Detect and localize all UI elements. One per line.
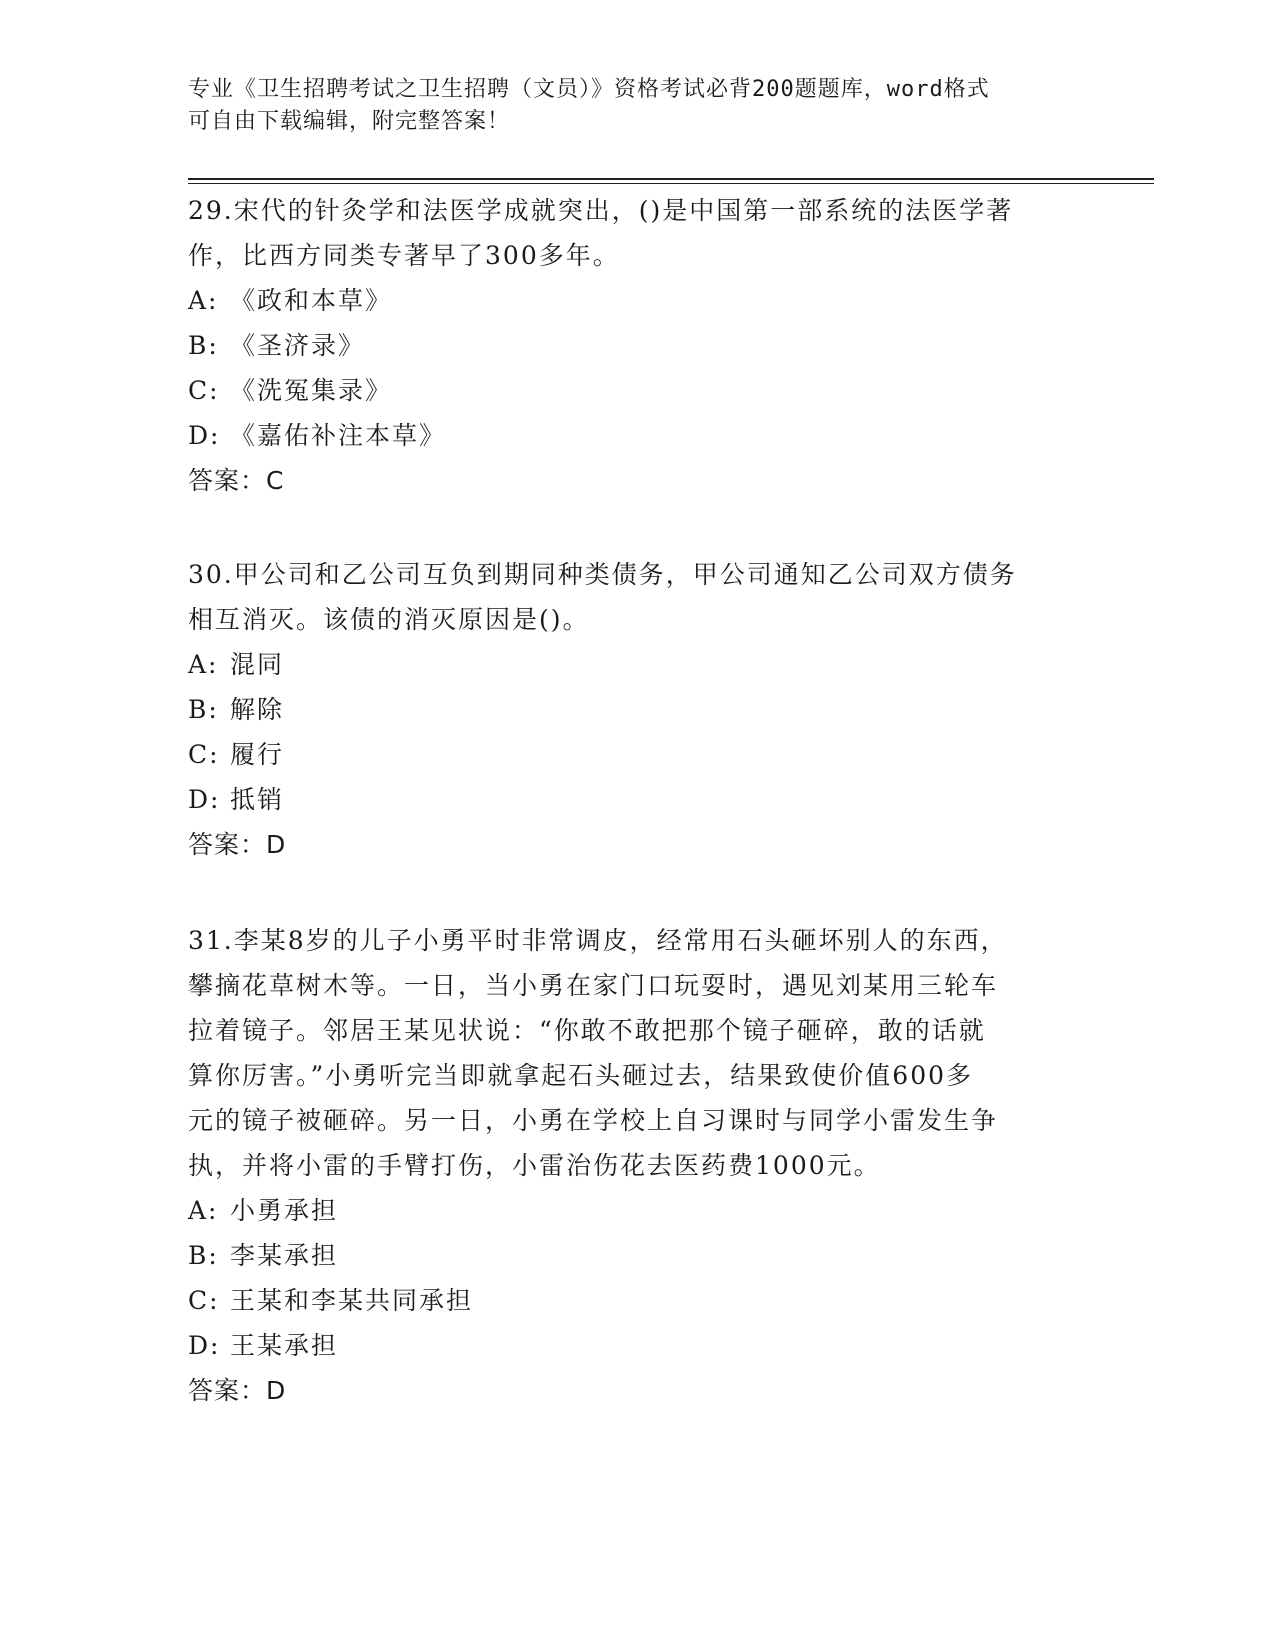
question-stem-line: 29.宋代的针灸学和法医学成就突出，()是中国第一部系统的法医学著 [188, 196, 1014, 225]
option-b [188, 1233, 1088, 1278]
question-30 [188, 552, 1088, 867]
option-key: B: [188, 695, 219, 724]
answer-line: 答案：D [188, 830, 287, 859]
option-key: C: [188, 376, 220, 405]
question-stem-line: 元的镜子被砸碎。另一日，小勇在学校上自习课时与同学小雷发生争 [188, 1106, 999, 1135]
option-b [188, 323, 1088, 368]
option-key: C: [188, 1286, 220, 1315]
answer-line: 答案：D [188, 1376, 287, 1405]
option-text: 王某承担 [230, 1331, 339, 1360]
question-stem-line: 相互消灭。该债的消灭原因是()。 [188, 605, 590, 634]
question-31 [188, 918, 1088, 1413]
option-key: D: [188, 785, 221, 814]
option-key: B: [188, 1241, 219, 1270]
option-text: 履行 [230, 740, 285, 769]
option-a [188, 1188, 1088, 1233]
option-text: 《嘉佑补注本草》 [230, 421, 447, 450]
question-stem-line: 算你厉害。”小勇听完当即就拿起石头砸过去，结果致使价值600多 [188, 1061, 974, 1090]
question-stem-line: 拉着镜子。邻居王某见状说：“你敢不敢把那个镜子砸碎，敢的话就 [188, 1016, 986, 1045]
header-line-1: 专业《卫生招聘考试之卫生招聘（文员）》资格考试必背200题题库，word格式 [188, 77, 990, 102]
option-d [188, 1323, 1088, 1368]
option-a [188, 642, 1088, 687]
answer-line: 答案：C [188, 466, 285, 495]
option-key: D: [188, 1331, 221, 1360]
document-header [188, 74, 1088, 138]
question-stem-line: 执，并将小雷的手臂打伤，小雷治伤花去医药费1000元。 [188, 1151, 881, 1180]
header-line-2: 可自由下载编辑，附完整答案！ [188, 109, 511, 134]
question-stem-line: 31.李某8岁的儿子小勇平时非常调皮，经常用石头砸坏别人的东西， [188, 926, 1008, 955]
question-stem-line: 攀摘花草树木等。一日，当小勇在家门口玩耍时，遇见刘某用三轮车 [188, 971, 999, 1000]
option-key: A: [188, 650, 219, 679]
option-key: D: [188, 421, 221, 450]
option-c [188, 732, 1088, 777]
option-d [188, 777, 1088, 822]
option-text: 李某承担 [230, 1241, 339, 1270]
option-a [188, 278, 1088, 323]
option-text: 王某和李某共同承担 [230, 1286, 474, 1315]
option-text: 混同 [230, 650, 285, 679]
option-text: 小勇承担 [230, 1196, 339, 1225]
option-b [188, 687, 1088, 732]
option-key: C: [188, 740, 220, 769]
option-c [188, 368, 1088, 413]
option-text: 抵销 [230, 785, 285, 814]
option-text: 解除 [230, 695, 285, 724]
option-text: 《政和本草》 [230, 286, 393, 315]
option-key: B: [188, 331, 219, 360]
header-divider-thick [188, 178, 1154, 180]
option-text: 《洗冤集录》 [230, 376, 393, 405]
option-c [188, 1278, 1088, 1323]
question-stem-line: 30.甲公司和乙公司互负到期同种类债务，甲公司通知乙公司双方债务 [188, 560, 1017, 589]
option-key: A: [188, 1196, 219, 1225]
question-stem-line: 作，比西方同类专著早了300多年。 [188, 241, 620, 270]
option-d [188, 413, 1088, 458]
question-29 [188, 188, 1088, 503]
option-text: 《圣济录》 [230, 331, 366, 360]
option-key: A: [188, 286, 219, 315]
header-divider-thin [188, 183, 1154, 184]
